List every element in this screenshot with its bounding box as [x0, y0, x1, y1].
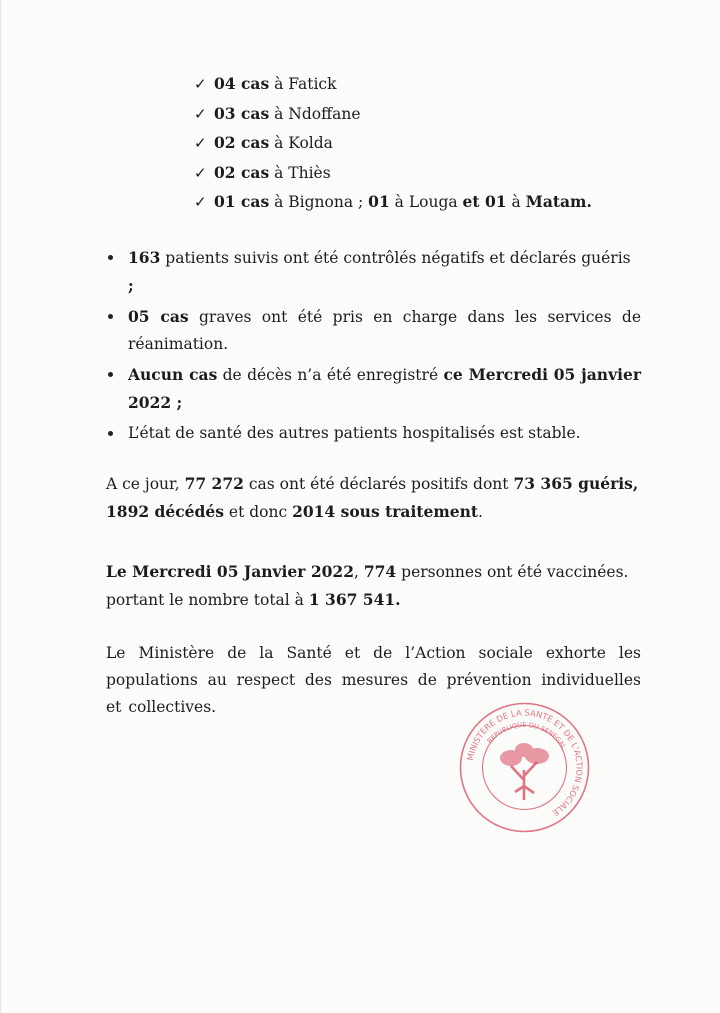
ministry-stamp [457, 700, 592, 835]
list-item: ✓ 02 cas à Kolda [194, 129, 654, 159]
stamp-seal [457, 700, 592, 835]
list-item: L’état de santé des autres patients hospitalisés est stable. [106, 420, 641, 447]
list-item: 163 patients suivis ont été contrôlés négatifs et déclarés guéris ; [106, 244, 641, 300]
stamp-top-text: REPUBLIQUE DU SENEGAL [485, 721, 568, 751]
list-item: Aucun cas de décès n’a été enregistré ce Mercredi 05 janvier 2022 ; [106, 361, 641, 417]
bullet-icon [108, 372, 113, 377]
list-item: ✓ 03 cas à Ndoffane [194, 100, 654, 130]
check-icon: ✓ [194, 75, 207, 93]
list-item: 05 cas graves ont été pris en charge dans les services de réanimation. [106, 303, 641, 358]
tree-canopy-top [515, 743, 533, 757]
baobab-icon [511, 762, 537, 800]
bullet-icon [108, 314, 113, 319]
bullet-icon [108, 255, 113, 260]
list-item: ✓ 04 cas à Fatick [194, 70, 654, 100]
check-icon: ✓ [194, 104, 207, 123]
bullet-icon [108, 431, 113, 436]
summary-paragraph: A ce jour, 77 272 cas ont été déclarés positifs dont 73 365 guéris, 1892 décédés et donc 2014 sous traitement. [106, 473, 639, 521]
check-icon: ✓ [194, 134, 207, 152]
closing-paragraph: Le Ministère de la Santé et de l’Action sociale exhorte les populations au respect des mesures de prévention individuelles et collectives. [106, 643, 641, 716]
stamp-ring-text: MINISTERE DE LA SANTE ET DE L'ACTION SOCIALE [464, 707, 585, 819]
regional-cases-list [194, 70, 654, 218]
check-icon: ✓ [194, 163, 207, 182]
check-icon: ✓ [194, 193, 207, 211]
list-item: ✓ 01 cas à Bignona ; 01 à Louga et 01 à Matam. [194, 188, 654, 218]
vaccination-paragraph: Le Mercredi 05 Janvier 2022, 774 personnes ont été vaccinées. portant le nombre total à 1 367 541. [106, 561, 629, 609]
list-item: ✓ 02 cas à Thiès [194, 159, 654, 189]
status-bullet-list [106, 244, 641, 450]
